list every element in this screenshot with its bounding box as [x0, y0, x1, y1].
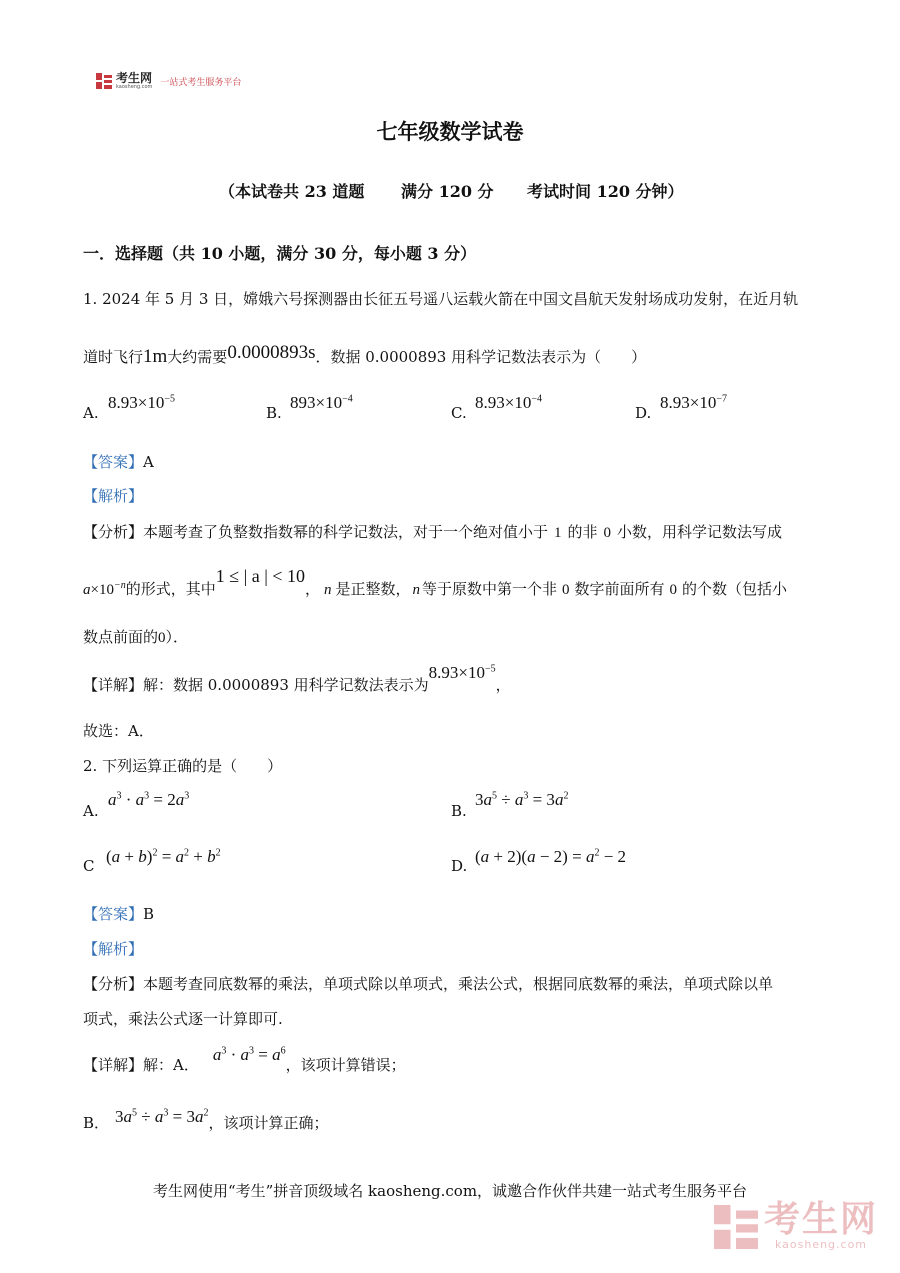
answer-tag: 【答案】	[83, 453, 144, 471]
q1-answer	[83, 451, 154, 472]
math-exp: −n	[113, 580, 126, 591]
q1-option-b-base: 893×10	[290, 393, 343, 412]
q1-stem-line1: 1. 2024 年 5 月 3 日，嫦娥六号探测器由长征五号遥八运载火箭在中国文昌航天发射场成功发射，在近月轨	[83, 290, 799, 308]
q1-text: 道时飞行	[83, 348, 144, 366]
text: ，	[495, 676, 511, 694]
q2-option-b-label: B.	[451, 802, 467, 820]
q1-option-a-base: 8.93×10	[108, 393, 165, 412]
math-n: n	[412, 582, 420, 598]
math-ten: ×10	[90, 582, 114, 598]
watermark-name: 考生网	[763, 1199, 878, 1240]
text: 【详解】解：数据 0.0000893 用科学记数法表示为	[83, 676, 429, 694]
q2-fenxi-line2: 项式，乘法公式逐一计算即可.	[83, 1010, 283, 1028]
q1-option-d-exp: −7	[716, 393, 727, 405]
q1-text: 大约需要	[167, 348, 228, 366]
q1-distance: 1m	[143, 346, 168, 367]
q1-conclusion: 故选：A．	[83, 722, 154, 740]
q2-option-a-label: A.	[83, 802, 99, 820]
q2-option-c-expr: $(a + b)^2 = a^2 + b^2$	[106, 847, 221, 866]
q1-option-a-exp: −5	[164, 393, 175, 405]
q2-option-d-expr: $(a + 2)(a - 2) = a^2 - 2$	[475, 847, 627, 866]
q1-analysis-tag: 【解析】	[83, 487, 144, 505]
q2-stem: 2. 下列运算正确的是（ ）	[83, 757, 283, 775]
logo-domain: kaosheng.com	[116, 84, 153, 90]
q1-option-a-label: A.	[83, 404, 99, 422]
watermark-domain: kaosheng.com	[774, 1238, 868, 1251]
text: 的形式，其中	[125, 580, 216, 598]
text: ，该项计算正确；	[208, 1114, 329, 1132]
q2-detail-a: 【详解】解：A．$a^3 \cdot a^3 = a^6$，该项计算错误；	[83, 1045, 406, 1074]
q1-fenxi-line2	[83, 566, 788, 599]
text: ）．	[165, 628, 189, 646]
q1-option-d-base: 8.93×10	[660, 393, 717, 412]
text: ，	[304, 580, 320, 598]
subtitle-time: 考试时间 120 分钟）	[527, 182, 684, 201]
q2-fenxi-line1: 【分析】本题考查同底数幂的乘法，单项式除以单项式，乘法公式，根据同底数幂的乘法，单项式除以单	[83, 975, 774, 993]
math-zero: 0	[158, 630, 166, 646]
q1-option-c	[475, 393, 542, 413]
q2-detail-b: B． $3a^5 \div a^3 = 3a^2$，该项计算正确；	[83, 1107, 329, 1132]
q1-stem-line2	[83, 342, 647, 368]
text: B．	[83, 1114, 110, 1132]
text: ，该项计算错误；	[285, 1056, 406, 1074]
page-title: 七年级数学试卷	[376, 119, 524, 144]
q1-option-b-label: B.	[266, 404, 282, 422]
q1-fenxi-line1	[83, 521, 782, 542]
text: 小数，用科学记数法写成	[617, 523, 783, 541]
q2-option-a-expr: $a^3 \cdot a^3 = 2a^3$	[108, 790, 190, 809]
q1-option-c-exp: −4	[531, 393, 542, 405]
q1-option-a	[108, 393, 175, 413]
q1-option-c-base: 8.93×10	[475, 393, 532, 412]
text: 【分析】本题考查了负整数指数幂的科学记数法，对于一个绝对值小于	[83, 523, 549, 541]
watermark	[714, 1199, 878, 1251]
math-zero: 0	[562, 582, 570, 598]
q2-option-b-expr: $3a^5 \div a^3 = 3a^2$	[475, 790, 569, 809]
logo-slogan: 一站式考生服务平台	[160, 77, 242, 88]
math-one: 1	[554, 525, 562, 541]
q2-answer	[83, 903, 154, 924]
text: 【详解】解：A．	[83, 1056, 199, 1074]
math-a: a	[83, 582, 91, 598]
q1-option-c-label: C.	[451, 404, 467, 422]
subtitle-score: 满分 120 分	[401, 182, 494, 201]
math-range: 1 ≤ | a | < 10	[215, 566, 305, 586]
kaosheng-logo-icon	[96, 73, 112, 89]
math-n: n	[323, 582, 332, 598]
q1-option-b	[290, 393, 353, 413]
q1-fenxi-line3	[83, 626, 188, 647]
q1-time-value: 0.0000893s	[227, 342, 316, 363]
logo-name: 考生网	[116, 71, 153, 85]
answer-tag: 【答案】	[83, 905, 144, 923]
text: 的非	[567, 523, 598, 541]
answer-value: A	[143, 453, 154, 471]
answer-value: B	[143, 905, 155, 923]
math-zero: 0	[603, 525, 612, 541]
q2-option-d-label: D.	[451, 857, 468, 875]
math-exp: −5	[485, 663, 496, 675]
q2-analysis-tag: 【解析】	[83, 940, 144, 958]
text: 等于原数中第一个非	[422, 580, 558, 598]
q1-option-b-exp: −4	[342, 393, 353, 405]
section-heading: 一．选择题（共 10 小题，满分 30 分，每小题 3 分）	[83, 244, 477, 263]
text: 数点前面的	[83, 628, 159, 646]
header-logo	[96, 72, 241, 90]
math-base: 8.93×10	[428, 663, 485, 682]
q2-option-c-label: C	[83, 857, 95, 875]
math-zero: 0	[669, 582, 678, 598]
q1-text: ．数据 0.0000893 用科学记数法表示为（ ）	[315, 348, 647, 366]
text: 是正整数，	[335, 580, 411, 598]
watermark-logo-icon	[714, 1205, 758, 1249]
text: 数字前面所有	[574, 580, 665, 598]
page-footer: 考生网使用“考生”拼音顶级域名 kaosheng.com，诚邀合作伙伴共建一站式考生服务平台	[152, 1182, 748, 1200]
subtitle-questions: （本试卷共 23 道题	[219, 182, 365, 201]
q1-option-d	[660, 393, 727, 413]
q1-option-d-label: D.	[635, 404, 652, 422]
text: 的个数（包括小	[682, 580, 788, 598]
